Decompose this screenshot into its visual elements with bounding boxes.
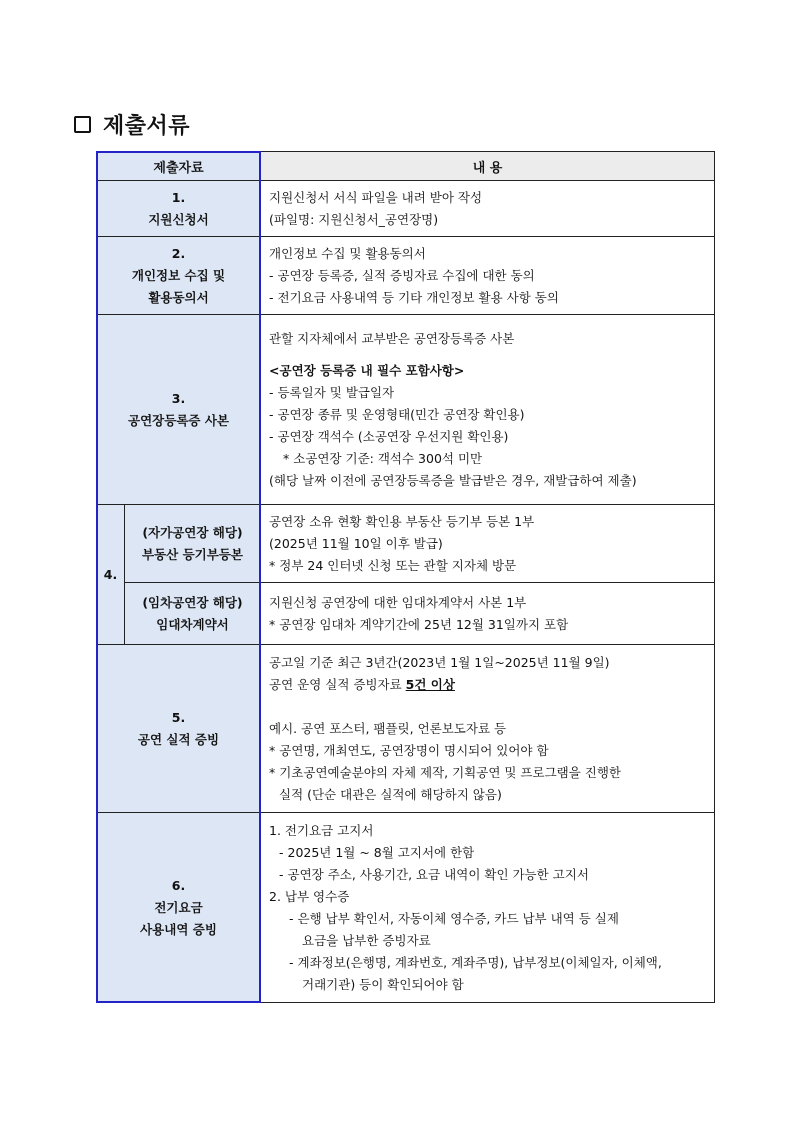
content-line: (2025년 11월 10일 이후 발급) — [269, 535, 443, 551]
row-label — [97, 645, 261, 813]
table-row — [97, 315, 715, 505]
row-title: 공연장등록증 사본 — [128, 412, 229, 428]
content-line: - 은행 납부 확인서, 자동이체 영수증, 카드 납부 내역 등 실제 — [289, 910, 619, 926]
section-heading — [74, 108, 190, 140]
content-line: - 전기요금 사용내역 등 기타 개인정보 활용 사항 동의 — [269, 289, 559, 305]
content-line: - 계좌정보(은행명, 계좌번호, 계좌주명), 납부정보(이체일자, 이체액, — [289, 954, 662, 970]
content-line: - 2025년 1월 ~ 8월 고지서에 한함 — [279, 844, 475, 860]
content-line: 거래기관) 등이 확인되어야 함 — [302, 976, 464, 992]
content-line: * 기초공연예술분야의 자체 제작, 기획공연 및 프로그램을 진행한 — [269, 764, 622, 780]
row-label — [97, 181, 261, 237]
row-label — [97, 237, 261, 315]
content-line: 실적 (단순 대관은 실적에 해당하지 않음) — [279, 786, 502, 802]
table-row — [97, 505, 715, 583]
section-title: 제출서류 — [103, 113, 191, 139]
row-title: 사용내역 증빙 — [140, 921, 217, 937]
table-row — [97, 645, 715, 813]
row-title: 공연 실적 증빙 — [137, 731, 220, 747]
row-label — [125, 505, 261, 583]
row-title: 활용동의서 — [148, 289, 209, 305]
content-subheading: <공연장 등록증 내 필수 포함사항> — [269, 362, 465, 378]
checkbox-square-icon — [74, 116, 91, 133]
content-line: 개인정보 수집 및 활용동의서 — [269, 245, 426, 261]
row-content — [261, 645, 715, 813]
content-line: - 공연장 종류 및 운영형태(민간 공연장 확인용) — [269, 406, 525, 422]
content-text: 공연 운영 실적 증빙자료 — [269, 676, 406, 692]
row-number: 3. — [171, 390, 186, 406]
row-content — [261, 237, 715, 315]
row-title: 개인정보 수집 및 — [131, 267, 226, 283]
content-line: (해당 날짜 이전에 공연장등록증을 발급받은 경우, 재발급하여 제출) — [269, 472, 637, 488]
content-line: 공연장 소유 현황 확인용 부동산 등기부 등본 1부 — [269, 513, 535, 529]
content-line: * 공연명, 개최연도, 공연장명이 명시되어 있어야 함 — [269, 742, 549, 758]
content-line: * 소공연장 기준: 객석수 300석 미만 — [283, 450, 483, 466]
row-title: 임대차계약서 — [156, 616, 229, 632]
row-label — [125, 583, 261, 645]
table-row — [97, 813, 715, 1003]
row-title: (임차공연장 해당) — [142, 594, 243, 610]
table-row — [97, 583, 715, 645]
content-line: 공고일 기준 최근 3년간(2023년 1월 1일~2025년 11월 9일) — [269, 654, 610, 670]
content-line: 지원신청 공연장에 대한 임대차계약서 사본 1부 — [269, 594, 527, 610]
row-number: 6. — [171, 877, 186, 893]
row-number: 4. — [103, 566, 118, 582]
content-line: 예시. 공연 포스터, 팸플릿, 언론보도자료 등 — [269, 720, 507, 736]
row-title: (자가공연장 해당) — [142, 524, 243, 540]
content-line: 1. 전기요금 고지서 — [269, 822, 374, 838]
content-line: 지원신청서 서식 파일을 내려 받아 작성 — [269, 189, 483, 205]
row-content — [261, 813, 715, 1003]
table-row — [97, 237, 715, 315]
content-line: - 공연장 주소, 사용기간, 요금 내역이 확인 가능한 고지서 — [279, 866, 589, 882]
content-line: (파일명: 지원신청서_공연장명) — [269, 211, 439, 227]
row-label — [97, 315, 261, 505]
content-line: * 공연장 임대차 계약기간에 25년 12월 31일까지 포함 — [269, 616, 569, 632]
content-line: 관할 지자체에서 교부받은 공연장등록증 사본 — [269, 330, 515, 346]
row-title: 지원신청서 — [148, 211, 209, 227]
content-line: - 공연장 객석수 (소공연장 우선지원 확인용) — [269, 428, 509, 444]
row-number: 5. — [171, 709, 186, 725]
header-submission: 제출자료 — [97, 152, 261, 181]
row-number: 1. — [171, 189, 186, 205]
row-title: 전기요금 — [154, 899, 203, 915]
row-content — [261, 583, 715, 645]
row-label — [97, 813, 261, 1003]
content-line: * 정부 24 인터넷 신청 또는 관할 지자체 방문 — [269, 557, 517, 573]
content-line: - 공연장 등록증, 실적 증빙자료 수집에 대한 동의 — [269, 267, 535, 283]
row-number-cell — [97, 505, 125, 645]
header-content: 내 용 — [261, 152, 715, 181]
content-line — [269, 674, 706, 696]
row-content — [261, 315, 715, 505]
documents-table — [96, 151, 715, 1003]
row-content — [261, 505, 715, 583]
row-content — [261, 181, 715, 237]
table-header-row — [97, 152, 715, 181]
emphasis-text: 5건 이상 — [405, 676, 455, 692]
content-line: - 등록일자 및 발급일자 — [269, 384, 395, 400]
table-row — [97, 181, 715, 237]
content-line: 요금을 납부한 증빙자료 — [302, 932, 431, 948]
row-number: 2. — [171, 245, 186, 261]
content-line: 2. 납부 영수증 — [269, 888, 350, 904]
row-title: 부동산 등기부등본 — [142, 546, 243, 562]
